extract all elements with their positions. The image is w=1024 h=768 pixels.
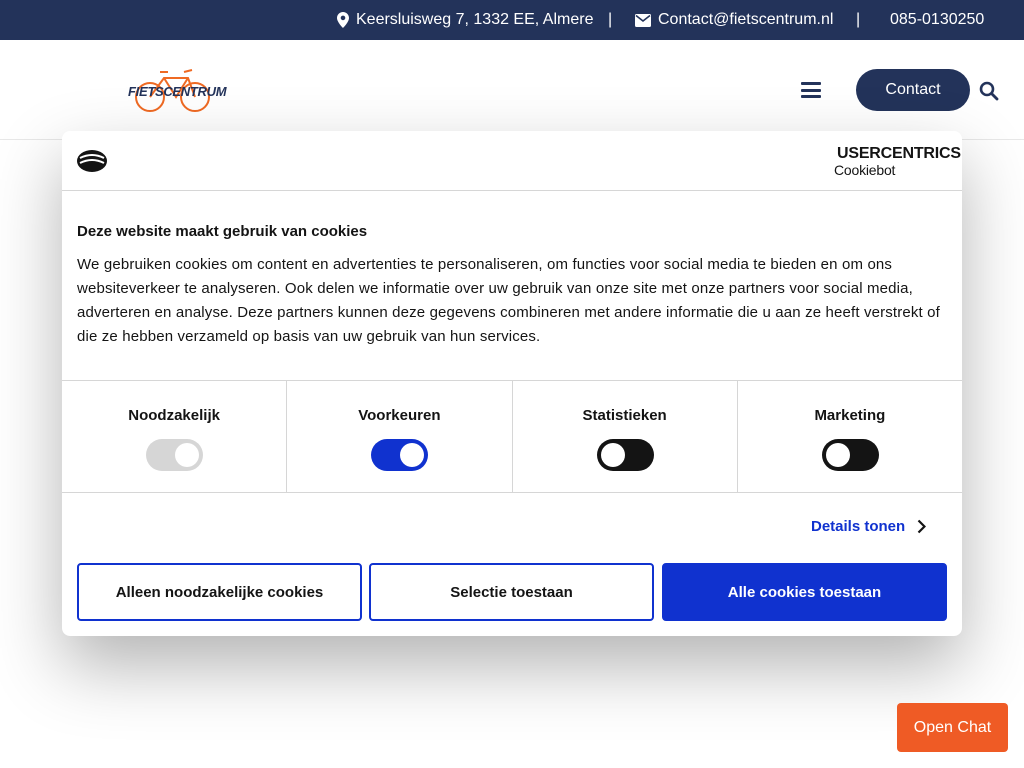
open-chat-button[interactable]: Open Chat	[897, 703, 1008, 752]
category-statistics	[513, 381, 738, 492]
category-label: Statistieken	[582, 407, 667, 424]
chevron-right-icon	[917, 519, 926, 534]
dialog-header	[62, 131, 962, 191]
cookie-categories	[62, 380, 962, 493]
category-label: Marketing	[814, 407, 886, 424]
envelope-icon	[635, 14, 651, 27]
category-preferences	[287, 381, 512, 492]
dialog-description: We gebruiken cookies om content en advertenties te personaliseren, om functies voor social media te bieden en om ons websiteverkeer te analyseren. Ook delen we informatie over uw gebruik van onze site met onze partners voor social media, adverteren en analyse. Deze partners kunnen deze gegevens combineren met andere informatie die u aan ze heeft verstrekt of die ze hebben verzameld op basis van uw gebruik van hun services.	[77, 256, 940, 345]
toggle-necessary	[146, 439, 203, 471]
cookie-consent-dialog	[62, 131, 962, 636]
email-link[interactable]	[635, 0, 833, 40]
search-icon[interactable]	[979, 81, 999, 101]
email-text: Contact@fietscentrum.nl	[658, 11, 834, 28]
category-necessary	[62, 381, 287, 492]
address-item	[337, 0, 593, 40]
category-marketing	[738, 381, 962, 492]
site-header	[0, 40, 1024, 140]
toggle-statistics[interactable]	[597, 439, 654, 471]
address-text: Keersluisweg 7, 1332 EE, Almere	[356, 11, 594, 28]
dialog-title: Deze website maakt gebruik van cookies	[77, 223, 368, 240]
site-logo[interactable]	[126, 66, 226, 114]
phone-link[interactable]	[890, 0, 984, 40]
toggle-preferences[interactable]	[371, 439, 428, 471]
phone-text: 085-0130250	[890, 11, 985, 28]
show-details-link[interactable]: Details tonen	[811, 518, 926, 535]
contact-button[interactable]: Contact	[856, 69, 970, 111]
menu-icon[interactable]	[801, 82, 821, 98]
logo-text: FIETSCENTRUM	[128, 84, 227, 99]
allow-all-button[interactable]: Alle cookies toestaan	[662, 563, 947, 621]
separator: |	[856, 11, 861, 28]
category-label: Noodzakelijk	[128, 407, 220, 424]
top-contact-bar	[0, 0, 1024, 40]
necessary-only-button[interactable]: Alleen noodzakelijke cookies	[77, 563, 362, 621]
cookie-icon	[76, 148, 108, 174]
map-marker-icon	[337, 12, 349, 28]
category-label: Voorkeuren	[358, 407, 441, 424]
allow-selection-button[interactable]: Selectie toestaan	[369, 563, 654, 621]
separator: |	[608, 11, 613, 28]
usercentrics-cookiebot-logo[interactable]: USERCENTRICS Cookiebot	[834, 145, 961, 178]
dialog-body	[77, 223, 947, 349]
toggle-marketing[interactable]	[822, 439, 879, 471]
